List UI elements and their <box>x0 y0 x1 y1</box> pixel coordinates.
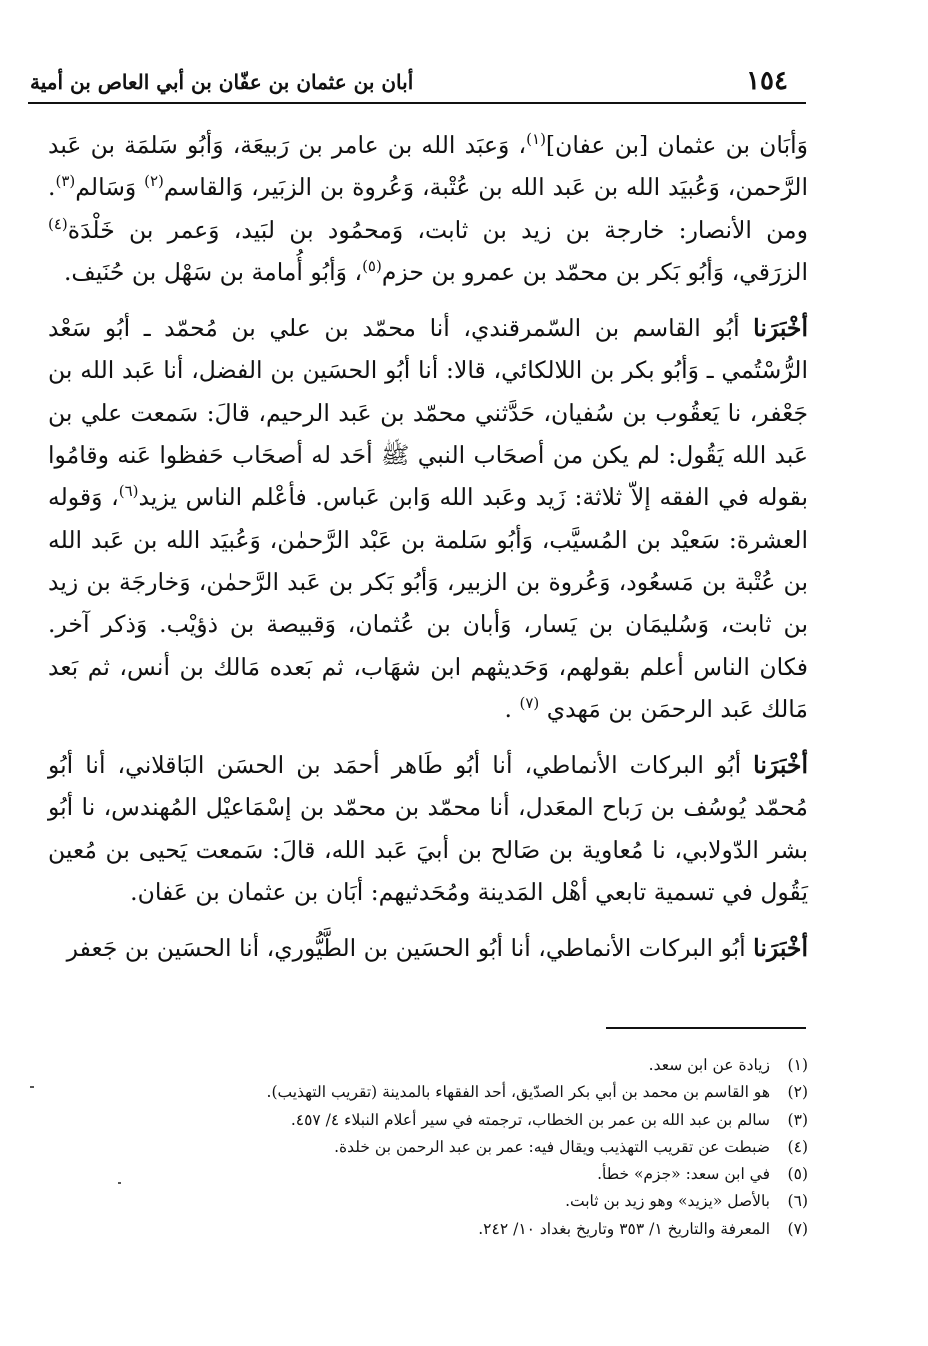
footnote-number: (٤) <box>787 1137 808 1156</box>
footnote-reference: (٤) <box>48 214 68 233</box>
chain-lead-word: أخْبَرَنا <box>753 934 808 963</box>
footnote-number: (٦) <box>787 1192 808 1211</box>
text-run: ، وَأبُو أُمامة بن سَهْل بن حُنَيف. <box>63 257 363 286</box>
text-run: أبُو القاسم بن السّمرقندي، أنا محمّد بن علي بن مُحمّد ـ أبُو سَعْد الرُّسْتُمي ـ وَأبُو بكر بن اللالكائي، قالا: أنا أبُو الحسَين بن الفضل، أنا عَبد الله بن جَعْفر، نا يَعقُوب بن سُفيان، حَدَّثني محمّد بن عَبد الرحيم، قالَ: سَمعت علي بن عَبد الله يَقُول: لم يكن من أصحَاب النبي ﷺ أحَد له أصحَاب حَفظوا عَنه وقامُوا بقوله في الفقه إلاّ ثلاثة: زَيد وعَبد الله وَابن عَباس. فأعْلم الناس يزيد <box>48 314 808 512</box>
footnote-divider <box>606 1027 806 1029</box>
running-title: أبان بن عثمان بن عفّان بن أبي العاص بن أمية <box>30 70 414 94</box>
footnote-number: (٧) <box>787 1219 808 1238</box>
footnote-reference: (٣) <box>55 172 76 191</box>
footnote <box>100 1079 808 1106</box>
footnote-reference: (٦) <box>118 482 139 501</box>
paragraph <box>48 124 808 293</box>
text-run: أبُو البركات الأنماطي، أنا أبُو الحسَين بن الطَّيُّوري، أنا الحسَين بن جَعفر <box>66 934 754 963</box>
paragraph <box>48 744 808 913</box>
scan-speck <box>30 1086 34 1088</box>
footnote-reference: (١) <box>526 130 546 149</box>
text-run: . ومن الأنصار: خارجة بن زيد بن ثابت، وَمحمُود بن لبَيد، وَعمر بن خَلْدَة <box>48 173 808 244</box>
page-number: ١٥٤ <box>746 66 788 96</box>
footnote-reference: (٧) <box>519 694 540 713</box>
footnote <box>100 1107 808 1134</box>
main-text <box>48 124 808 970</box>
footnote-text: بالأصل «يزيد» وهو زيد بن ثابت. <box>565 1192 770 1211</box>
paragraph <box>48 927 808 969</box>
scan-speck <box>118 1182 121 1184</box>
chain-lead-word: أخْبَرَنا <box>753 751 808 780</box>
page-header <box>28 58 806 104</box>
footnote-number: (٢) <box>787 1083 808 1102</box>
footnote-text: ضبطت عن تقريب التهذيب ويقال فيه: عمر بن عبد الرحمن بن خلدة. <box>334 1137 770 1156</box>
footnotes <box>100 1052 808 1243</box>
footnote-text: المعرفة والتاريخ ١/ ٣٥٣ وتاريخ بغداد ١٠/ ٢٤٢. <box>478 1219 770 1238</box>
text-run: أبُو البركات الأنماطي، أنا أبُو طَاهر أحمَد بن الحسَن البَاقلاني، أنا أبُو مُحمّد يُوسُف بن رَباح المعَدل، أنا محمّد بن محمّد بن إسْمَاعيْل المُهندس، نا أبُو بشر الدّولابي، نا مُعاوية بن صَالح بن أبيَ عَبد الله، قالَ: سَمعت يَحيى بن مُعين يَقُول في تسمية تابعي أهْل المَدينة ومُحَدثيهم: أبَان بن عثمان بن عَفان. <box>48 751 808 907</box>
footnote <box>100 1052 808 1079</box>
footnote-text: سالم بن عبد الله بن عمر بن الخطاب، ترجمته في سير أعلام النبلاء ٤/ ٤٥٧. <box>290 1110 770 1129</box>
footnote-number: (١) <box>787 1056 808 1074</box>
footnote-number: (٥) <box>787 1165 808 1184</box>
footnote-reference: (٢) <box>144 172 164 191</box>
footnote-reference: (٥) <box>362 257 382 276</box>
paragraph <box>48 307 808 730</box>
footnote <box>100 1216 808 1243</box>
text-run: . <box>504 694 520 723</box>
text-run: ، وَعبَد الله بن عامر بن رَبيعَة، وَأبُو سَلمَة بن عَبد الرَّحمن، وَعُبيَد الله بن عَبد الله بن عُتْبة، وَعُروة بن الزبَير، وَالقاسم <box>48 131 808 202</box>
footnote-number: (٣) <box>787 1110 808 1129</box>
chain-lead-word: أخْبَرَنا <box>753 314 808 343</box>
text-run: الزرَقي، وَأبُو بَكر بن محمّد بن عمرو بن حزم <box>381 257 808 286</box>
footnote <box>100 1188 808 1215</box>
footnote-text: في ابن سعد: «جزم» خطأ. <box>597 1165 770 1184</box>
text-run: وَأبَان بن عثمان [بن عفان] <box>545 131 808 159</box>
footnote <box>100 1161 808 1188</box>
footnote <box>100 1134 808 1161</box>
text-run: ، وَقوله العشرة: سَعيْد بن المُسيَّب، وَأبُو سَلمة بن عَبْد الرَّحمٰن، وَعُبيَد الله بن عَبد الله بن عُتْبة بن مَسعُود، وَعُروة بن الزبير، وَأبُو بَكر بن عَبد الرَّحمٰن، وَخارجَة بن زيد بن ثابت، وَسُليمَان بن يَسار، وَأبان بن عُثمان، وَقبيصة بن ذؤيْب. وَذكر آخر. فكان الناس أعلم بقولهم، وَحَديثهم ابن شهَاب، ثم بَعده مَالك بن أنس، ثم بَعد مَالك عَبد الرحمَن بن مَهدي <box>48 483 809 723</box>
footnote-text: زيادة عن ابن سعد. <box>648 1056 770 1074</box>
footnote-text: هو القاسم بن محمد بن أبي بكر الصدّيق، أحد الفقهاء بالمدينة (تقريب التهذيب). <box>266 1083 770 1102</box>
text-run: وَسَالم <box>75 173 145 202</box>
